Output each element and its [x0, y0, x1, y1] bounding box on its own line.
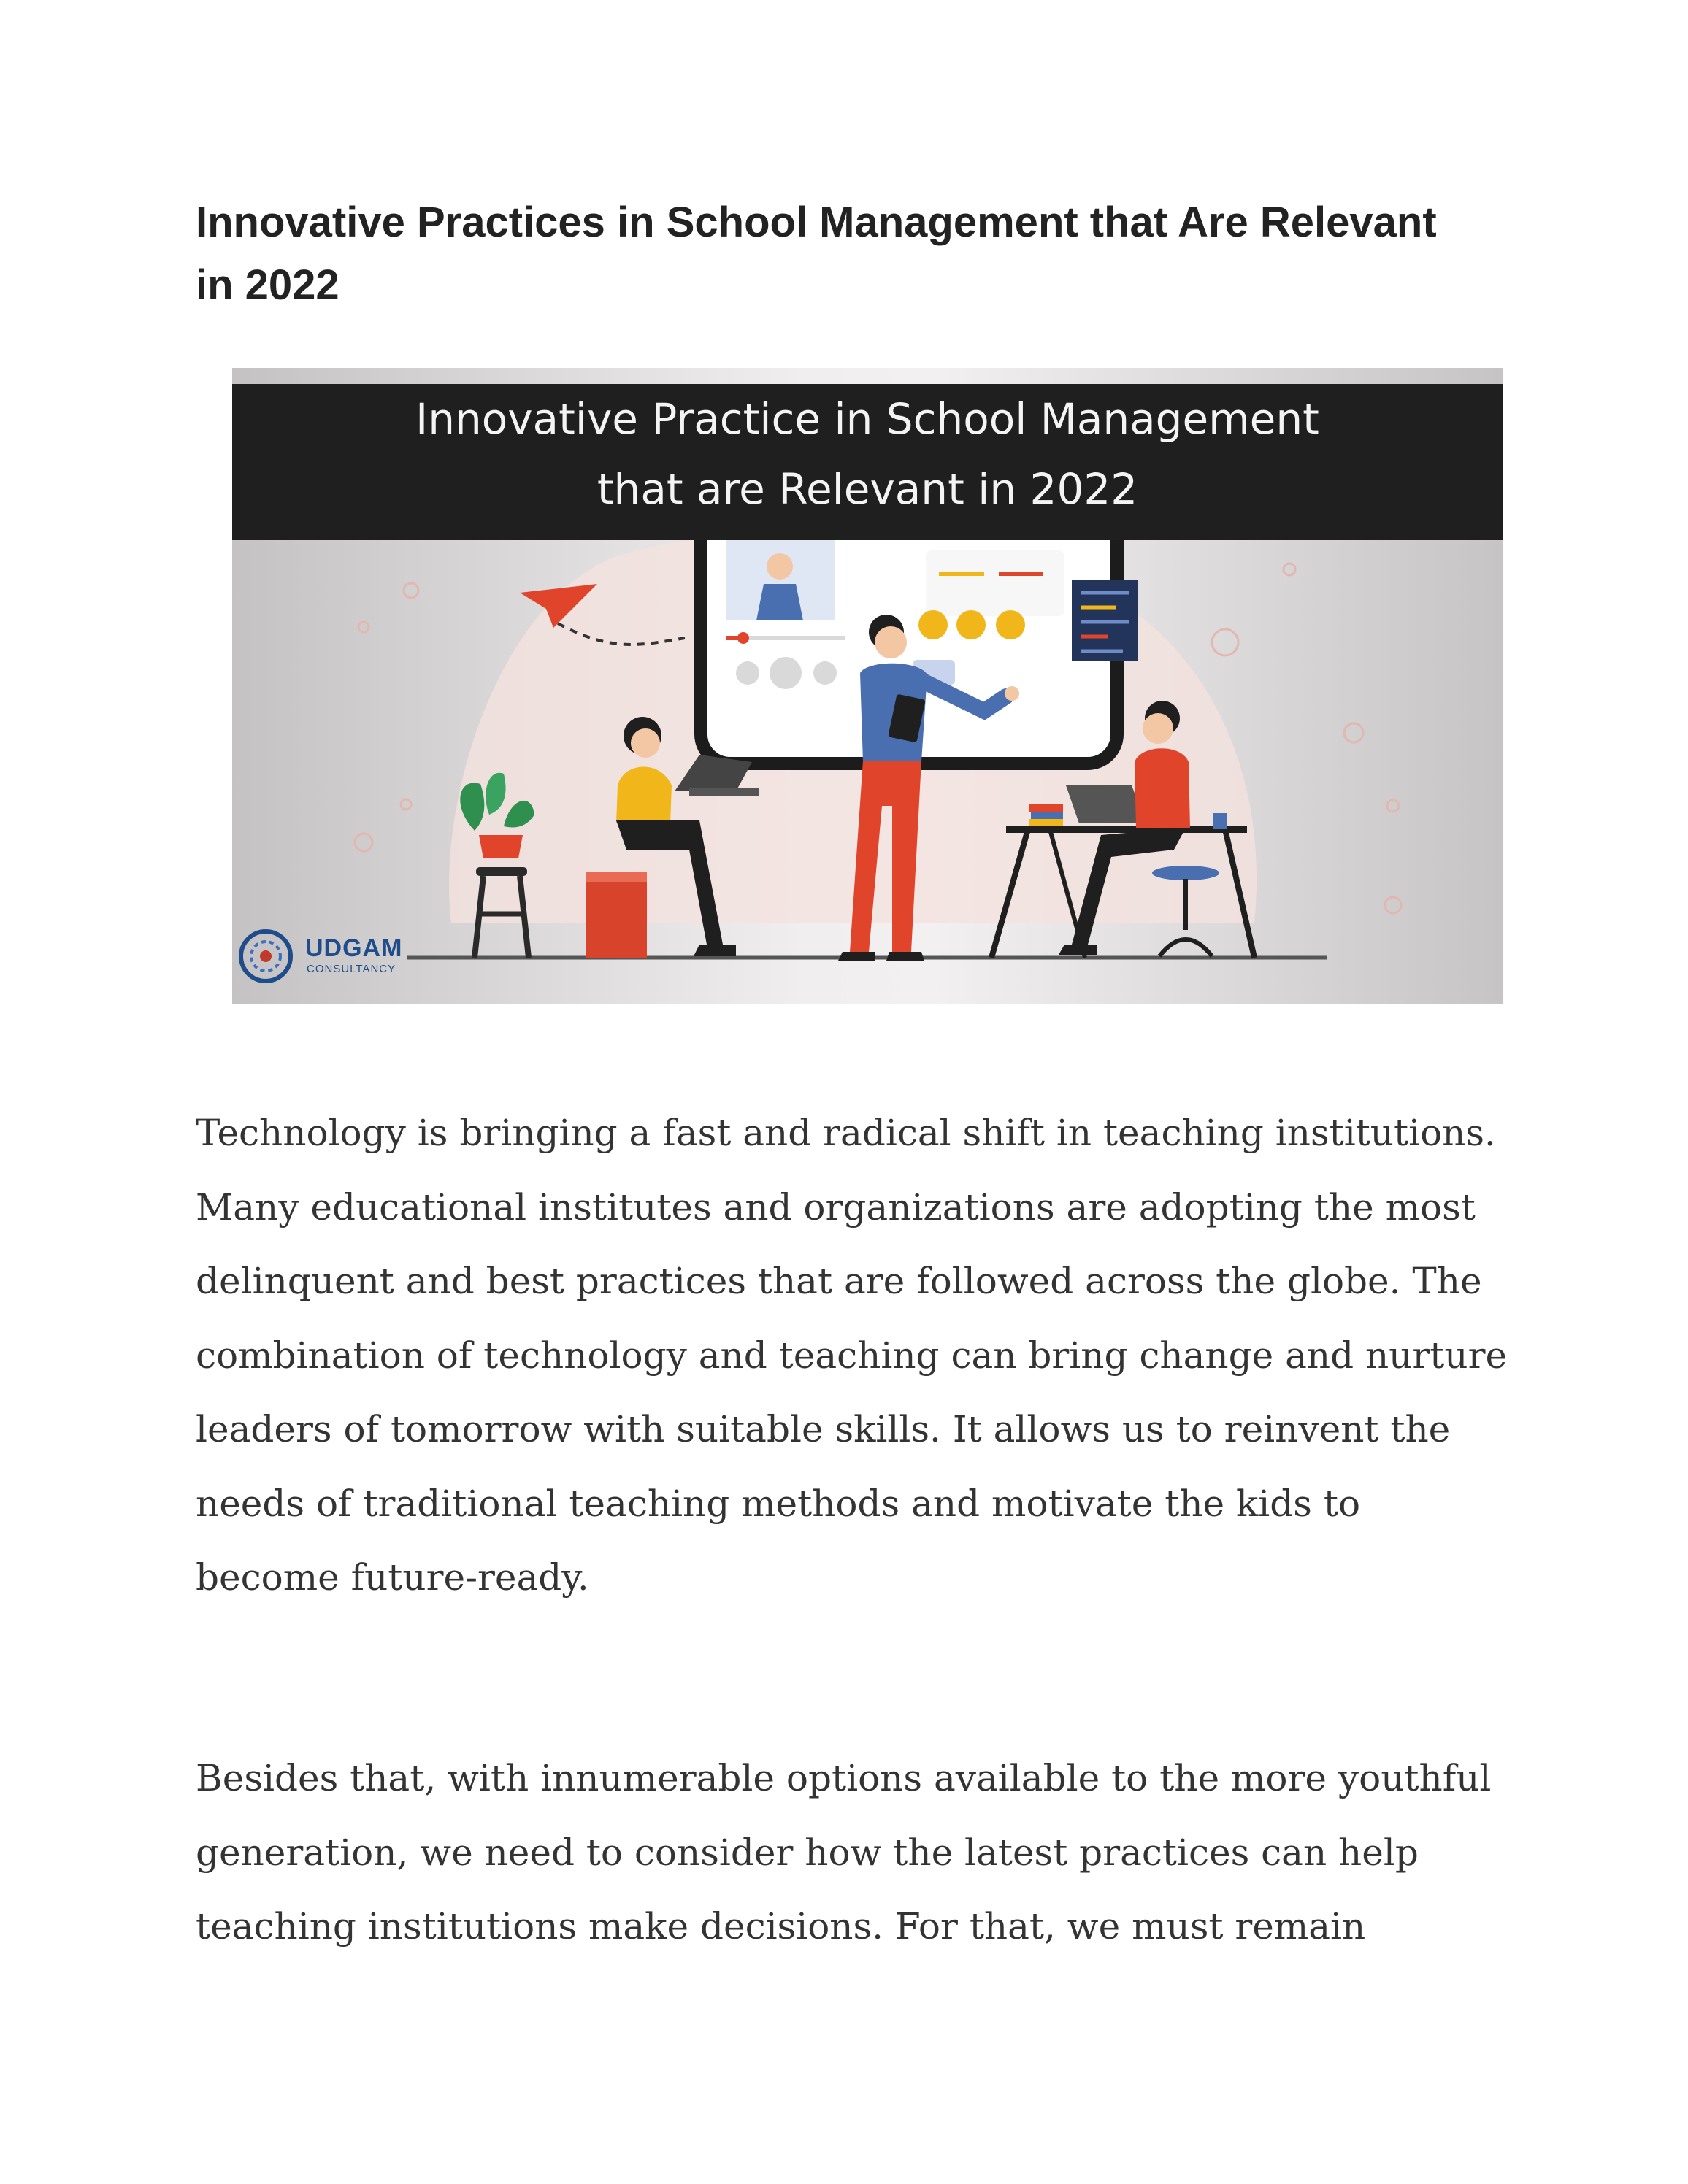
hero-caption: [232, 384, 1503, 524]
paragraph-line: delinquent and best practices that are followed across the globe. The: [196, 1260, 1482, 1302]
paragraph-line: Many educational institutes and organizations are adopting the most: [196, 1185, 1476, 1228]
paragraph-line: become future-ready.: [196, 1556, 589, 1599]
paragraph-line: leaders of tomorrow with suitable skills. It allows us to reinvent the: [196, 1408, 1451, 1450]
paragraph-line: Besides that, with innumerable options available to the more youthful: [196, 1757, 1492, 1799]
hero-illustration: [232, 368, 1503, 1004]
paragraph-line: generation, we need to consider how the latest practices can help: [196, 1831, 1419, 1874]
paragraph-line: needs of traditional teaching methods and motivate the kids to: [196, 1482, 1361, 1525]
paragraph-line: teaching institutions make decisions. For that, we must remain: [196, 1905, 1366, 1947]
body-paragraph-2: [196, 1742, 1503, 1964]
paragraph-line: combination of technology and teaching can bring change and nurture: [196, 1334, 1508, 1377]
logo-subtitle: CONSULTANCY: [307, 963, 396, 975]
hero-caption-line: that are Relevant in 2022: [596, 464, 1138, 514]
hero-caption-line: Innovative Practice in School Management: [415, 394, 1319, 444]
document-title: Innovative Practices in School Management that Are Relevant in 2022: [196, 199, 1437, 309]
body-paragraph-1: [196, 1096, 1508, 1615]
paragraph-line: Technology is bringing a fast and radical shift in teaching institutions.: [196, 1112, 1496, 1154]
logo-name: UDGAM: [305, 934, 403, 962]
